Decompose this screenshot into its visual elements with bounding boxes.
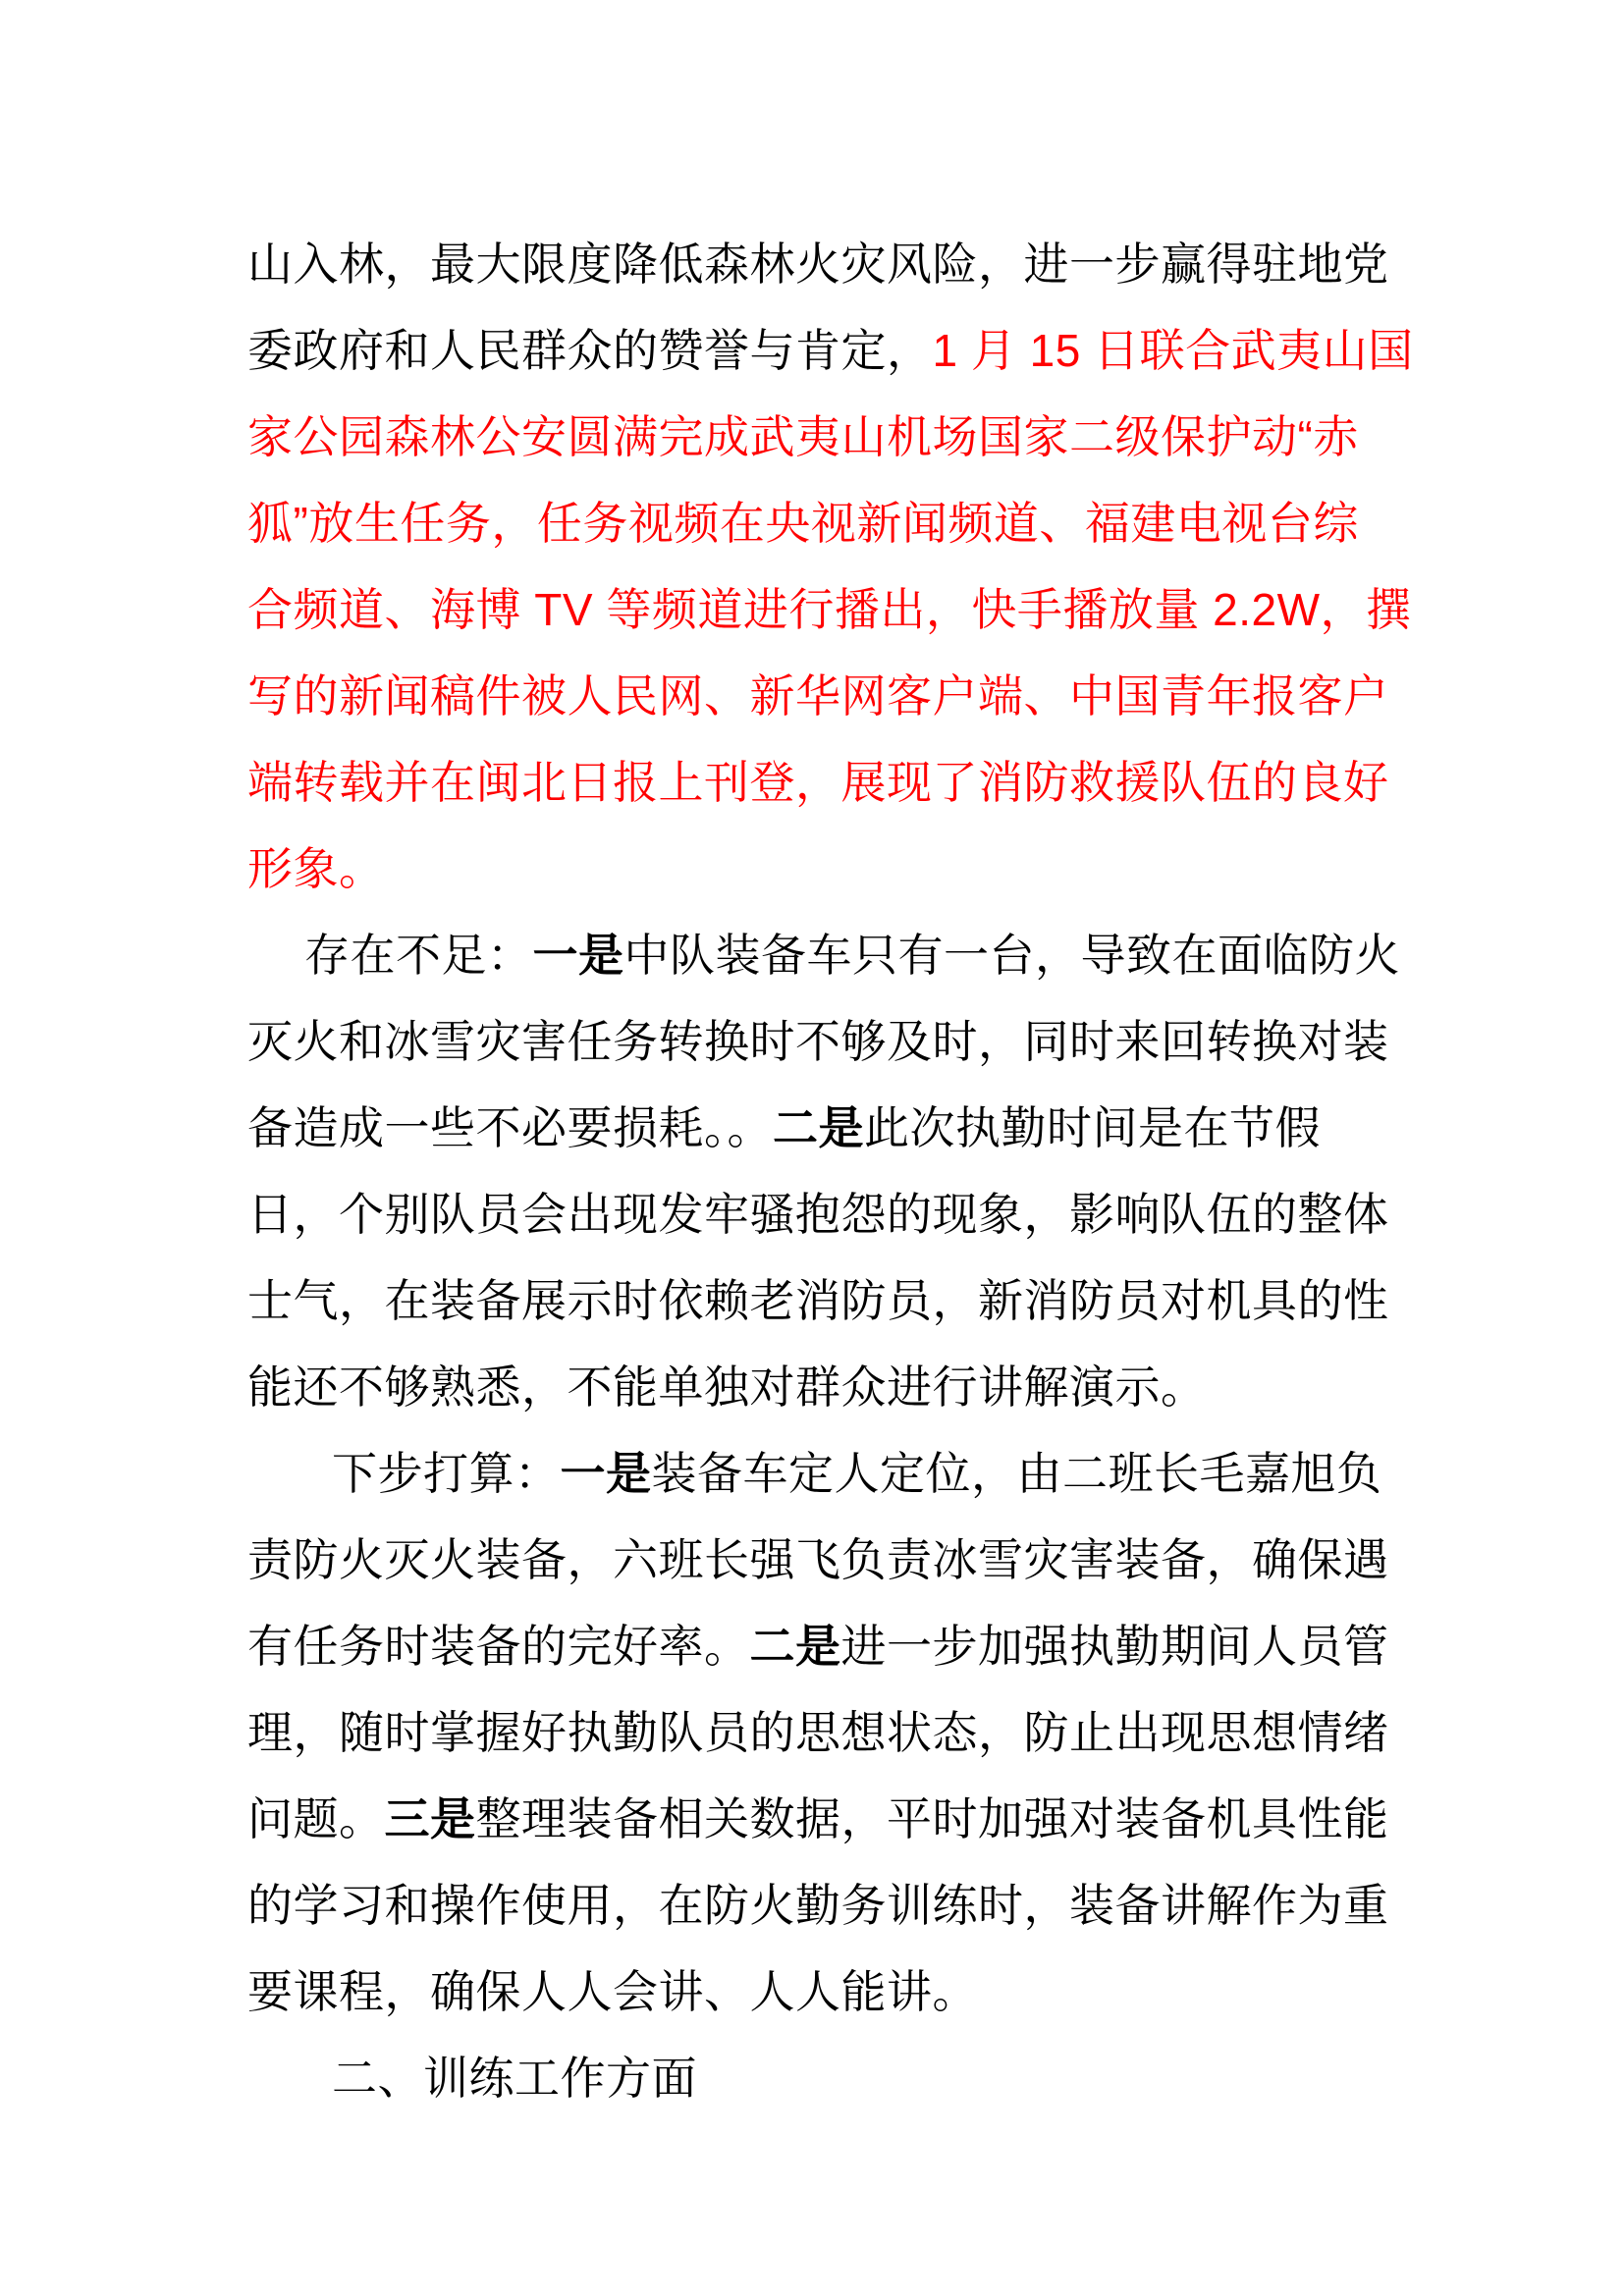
text-line — [247, 1689, 1396, 1776]
text-segment: 进一步加强执勤期间人员管 — [840, 1621, 1389, 1672]
text-line — [247, 1085, 1396, 1171]
highlighted-text: 狐”放生任务，任务视频在央视新闻频道、福建电视台综 — [247, 498, 1359, 549]
text-segment: 委政府和人民群众的赞誉与肯定， — [247, 325, 933, 376]
text-line — [247, 307, 1414, 394]
highlighted-text: 1 月 15 日联合武夷山国 — [932, 325, 1414, 376]
text-line — [247, 1603, 1396, 1689]
bold-lead-phrase: 二是 — [749, 1621, 841, 1672]
text-line — [247, 566, 1412, 653]
text-line — [247, 1257, 1396, 1344]
bold-lead-phrase: 二是 — [773, 1102, 864, 1153]
document-body — [247, 221, 1414, 2121]
bold-lead-phrase: 一是 — [532, 930, 624, 981]
bold-lead-phrase: 一是 — [560, 1448, 652, 1499]
text-segment: 此次执勤时间是在节假 — [864, 1102, 1321, 1153]
text-segment: 装备车定人定位，由二班长毛嘉旭负 — [651, 1448, 1382, 1499]
text-line — [247, 1344, 1396, 1430]
bold-lead-phrase: 三是 — [384, 1793, 476, 1844]
text-line — [247, 1171, 1396, 1257]
text-line — [247, 1949, 1396, 2035]
text-line — [247, 739, 1396, 826]
highlighted-text: 合频道、海博 TV 等频道进行播出，快手播放量 2.2W，撰 — [247, 584, 1412, 635]
text-line — [247, 1776, 1396, 1862]
text-segment: 存在不足： — [304, 930, 533, 981]
highlighted-text: 形象。 — [247, 843, 385, 894]
text-line — [247, 653, 1396, 739]
highlighted-text: 写的新闻稿件被人民网、新华网客户端、中国青年报客户 — [247, 670, 1389, 721]
text-segment: 责防火灭火装备，六班长强飞负责冰雪灾害装备，确保遇 — [247, 1534, 1389, 1585]
text-line — [247, 998, 1396, 1085]
text-line — [247, 912, 1400, 998]
text-segment: 整理装备相关数据，平时加强对装备机具性能 — [475, 1793, 1389, 1844]
text-segment: 备造成一些不必要损耗。。 — [247, 1102, 773, 1153]
text-segment: 理，随时掌握好执勤队员的思想状态，防止出现思想情绪 — [247, 1707, 1389, 1758]
text-line — [247, 1517, 1396, 1603]
text-line — [247, 480, 1396, 566]
text-line — [247, 2035, 1396, 2121]
text-segment: 二、训练工作方面 — [332, 2053, 697, 2104]
text-segment: 山入林，最大限度降低森林火灾风险，进一步赢得驻地党 — [247, 239, 1389, 290]
text-segment: 灭火和冰雪灾害任务转换时不够及时，同时来回转换对装 — [247, 1016, 1389, 1067]
text-segment: 能还不够熟悉，不能单独对群众进行讲解演示。 — [247, 1362, 1207, 1413]
text-line — [247, 1430, 1396, 1517]
text-segment: 要课程，确保人人会讲、人人能讲。 — [247, 1966, 978, 2017]
text-segment: 下步打算： — [332, 1448, 561, 1499]
text-segment: 的学习和操作使用，在防火勤务训练时，装备讲解作为重 — [247, 1880, 1389, 1931]
text-segment: 士气，在装备展示时依赖老消防员，新消防员对机具的性 — [247, 1275, 1389, 1326]
text-segment: 问题。 — [247, 1793, 385, 1844]
highlighted-text: 端转载并在闽北日报上刊登，展现了消防救援队伍的良好 — [247, 757, 1389, 808]
text-segment: 日，个别队员会出现发牢骚抱怨的现象，影响队伍的整体 — [247, 1189, 1389, 1240]
text-line — [247, 826, 1396, 912]
text-line — [247, 1862, 1396, 1949]
text-segment: 中队装备车只有一台，导致在面临防火 — [623, 930, 1400, 981]
text-line — [247, 221, 1396, 307]
highlighted-text: 家公园森林公安圆满完成武夷山机场国家二级保护动“赤 — [247, 411, 1359, 462]
text-line — [247, 394, 1396, 480]
text-segment: 有任务时装备的完好率。 — [247, 1621, 750, 1672]
